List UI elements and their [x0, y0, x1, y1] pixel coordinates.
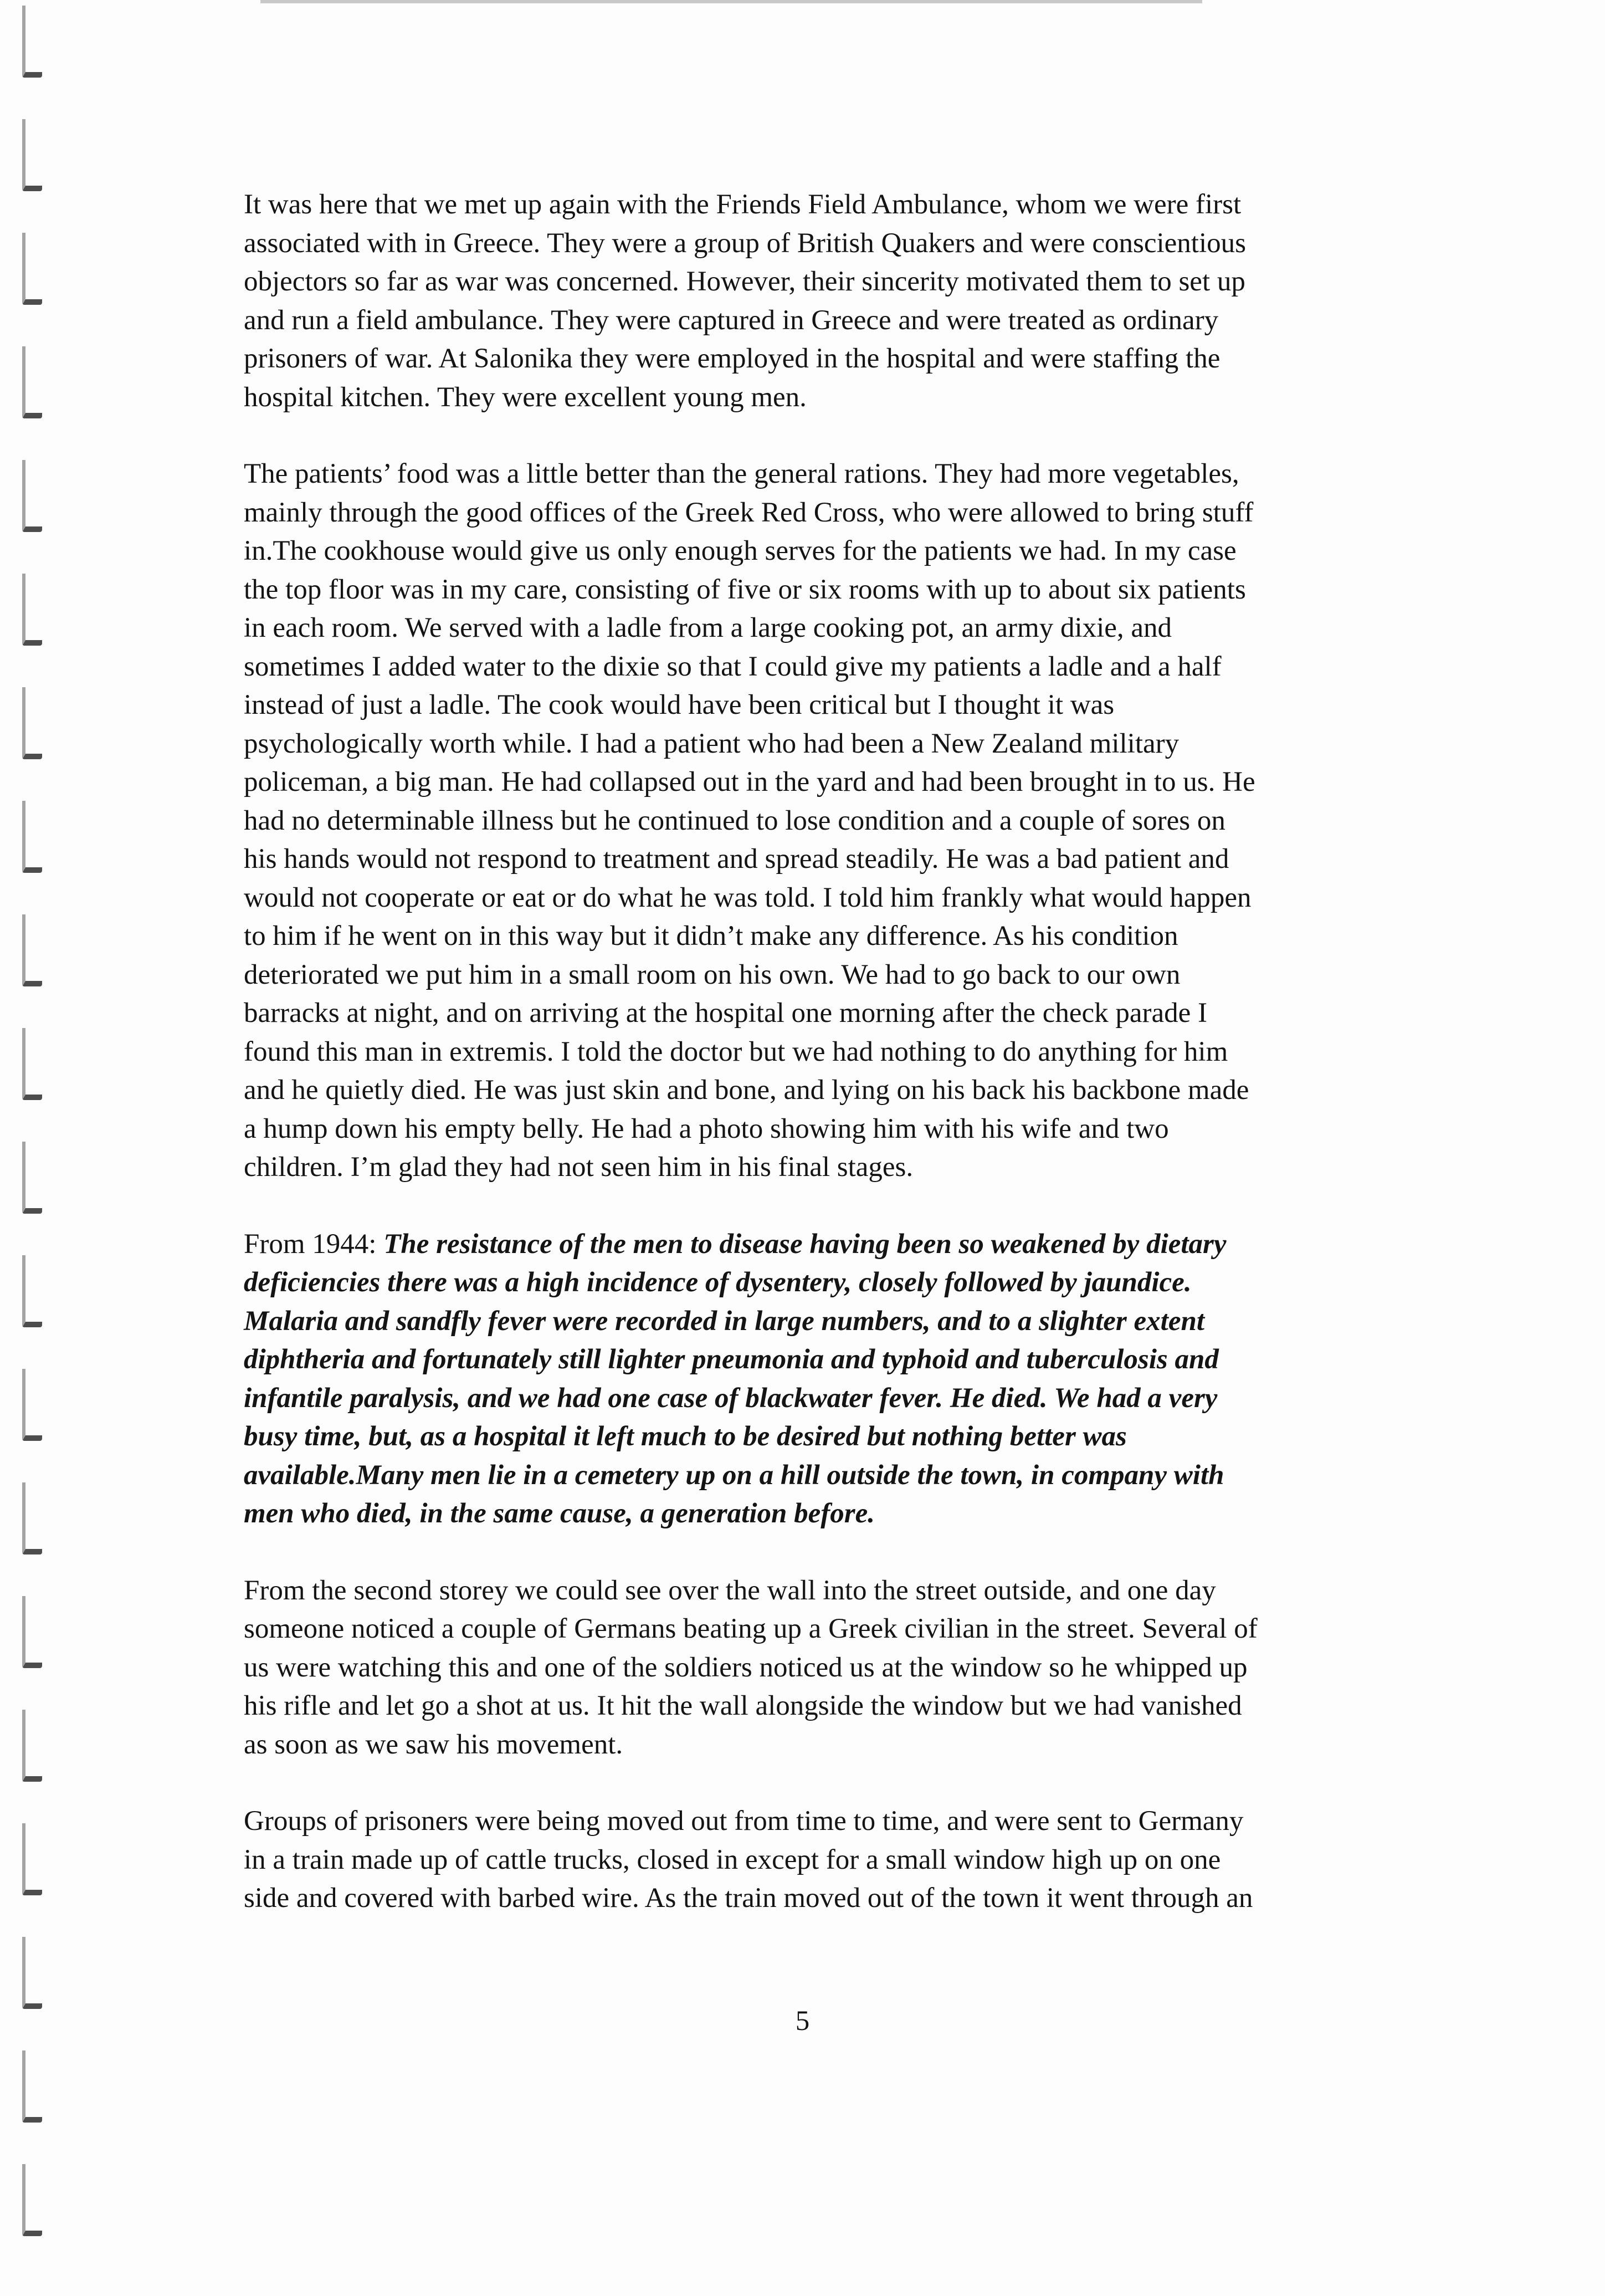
binder-hole: [22, 1596, 42, 1668]
binder-hole: [22, 2050, 42, 2123]
binder-hole: [22, 1028, 42, 1100]
binder-hole: [22, 119, 42, 191]
page-number: 5: [795, 2006, 810, 2037]
binder-hole: [22, 1369, 42, 1441]
quote-body: The resistance of the men to disease having been so weakened by dietary deficiencies there was a high incidence of dysentery, closely followed by jaundice. Malaria and sandfly fever were recorded in large numbers, and to a slighter extent diphtheria and fortunately still lighter pneumonia and typhoid and tuberculosis and infantile paralysis, and we had one case of blackwater fever. He died. We had a very busy time, but, as a hospital it left much to be desired but nothing better was available.Many men lie in a cemetery up on a hill outside the town, in company with men who died, in the same cause, a generation before.: [244, 1228, 1227, 1529]
binder-hole: [22, 1710, 42, 1782]
binder-hole: [22, 6, 42, 78]
binder-hole: [22, 233, 42, 305]
paragraph-groups-prisoners: Groups of prisoners were being moved out from time to time, and were sent to Germany in a train made up of cattle trucks, closed in except for a small window high up on one side and covered with barbed wire. As the train moved out of the town it went through an: [244, 1806, 1253, 1914]
binder-hole: [22, 914, 42, 986]
paragraph-second-storey: From the second storey we could see over the wall into the street outside, and one day someone noticed a couple of Germans beating up a Greek civilian in the street. Several of us were watching this and one of the soldiers noticed us at the window so he whipped up his rifle and let go a shot at us. It hit the wall alongside the window but we had vanished as soon as we saw his movement.: [244, 1574, 1258, 1760]
binder-hole: [22, 801, 42, 873]
binder-hole: [22, 1823, 42, 1895]
binder-hole: [22, 574, 42, 646]
binder-hole: [22, 1482, 42, 1554]
document-body: [244, 186, 1413, 1956]
paragraph-friends-ambulance: It was here that we met up again with the Friends Field Ambulance, whom we were first associated with in Greece. They were a group of British Quakers and were conscientious objectors so far as war was concerned. However, their sincerity motivated them to set up and run a field ambulance. They were captured in Greece and were treated as ordinary prisoners of war. At Salonika they were employed in the hospital and were staffing the hospital kitchen. They were excellent young men.: [244, 189, 1246, 413]
binder-hole: [22, 1937, 42, 2009]
top-edge-rule: [260, 0, 1202, 3]
binder-holes: [22, 0, 44, 2296]
binder-hole: [22, 687, 42, 759]
quote-lead: From 1944:: [244, 1228, 384, 1260]
binder-hole: [22, 2164, 42, 2236]
binder-hole: [22, 346, 42, 418]
binder-hole: [22, 1142, 42, 1214]
binder-hole: [22, 460, 42, 532]
binder-hole: [22, 1255, 42, 1327]
quote-from-1944: [244, 1225, 1413, 1533]
paragraph-patients-food: The patients’ food was a little better than the general rations. They had more vegetables, mainly through the good offices of the Greek Red Cross, who were allowed to bring stuff in.The cookhouse would give us only enough serves for the patients we had. In my case the top floor was in my care, consisting of five or six rooms with up to about six patients in each room. We served with a ladle from a large cooking pot, an army dixie, and sometimes I added water to the dixie so that I could give my patients a ladle and a half instead of just a ladle. The cook would have been critical but I thought it was psychologically worth while. I had a patient who had been a New Zealand military policeman, a big man. He had collapsed out in the yard and had been brought in to us. He had no determinable illness but he continued to lose condition and a couple of sores on his hands would not respond to treatment and spread steadily. He was a bad patient and would not cooperate or eat or do what he was told. I told him frankly what would happen to him if he went on in this way but it didn’t make any difference. As his condition deteriorated we put him in a small room on his own. We had to go back to our own barracks at night, and on arriving at the hospital one morning after the check parade I found this man in extremis. I told the doctor but we had nothing to do anything for him and he quietly died. He was just skin and bone, and lying on his back his backbone made a hump down his empty belly. He had a photo showing him with his wife and two children. I’m glad they had not seen him in his final stages.: [244, 458, 1255, 1183]
